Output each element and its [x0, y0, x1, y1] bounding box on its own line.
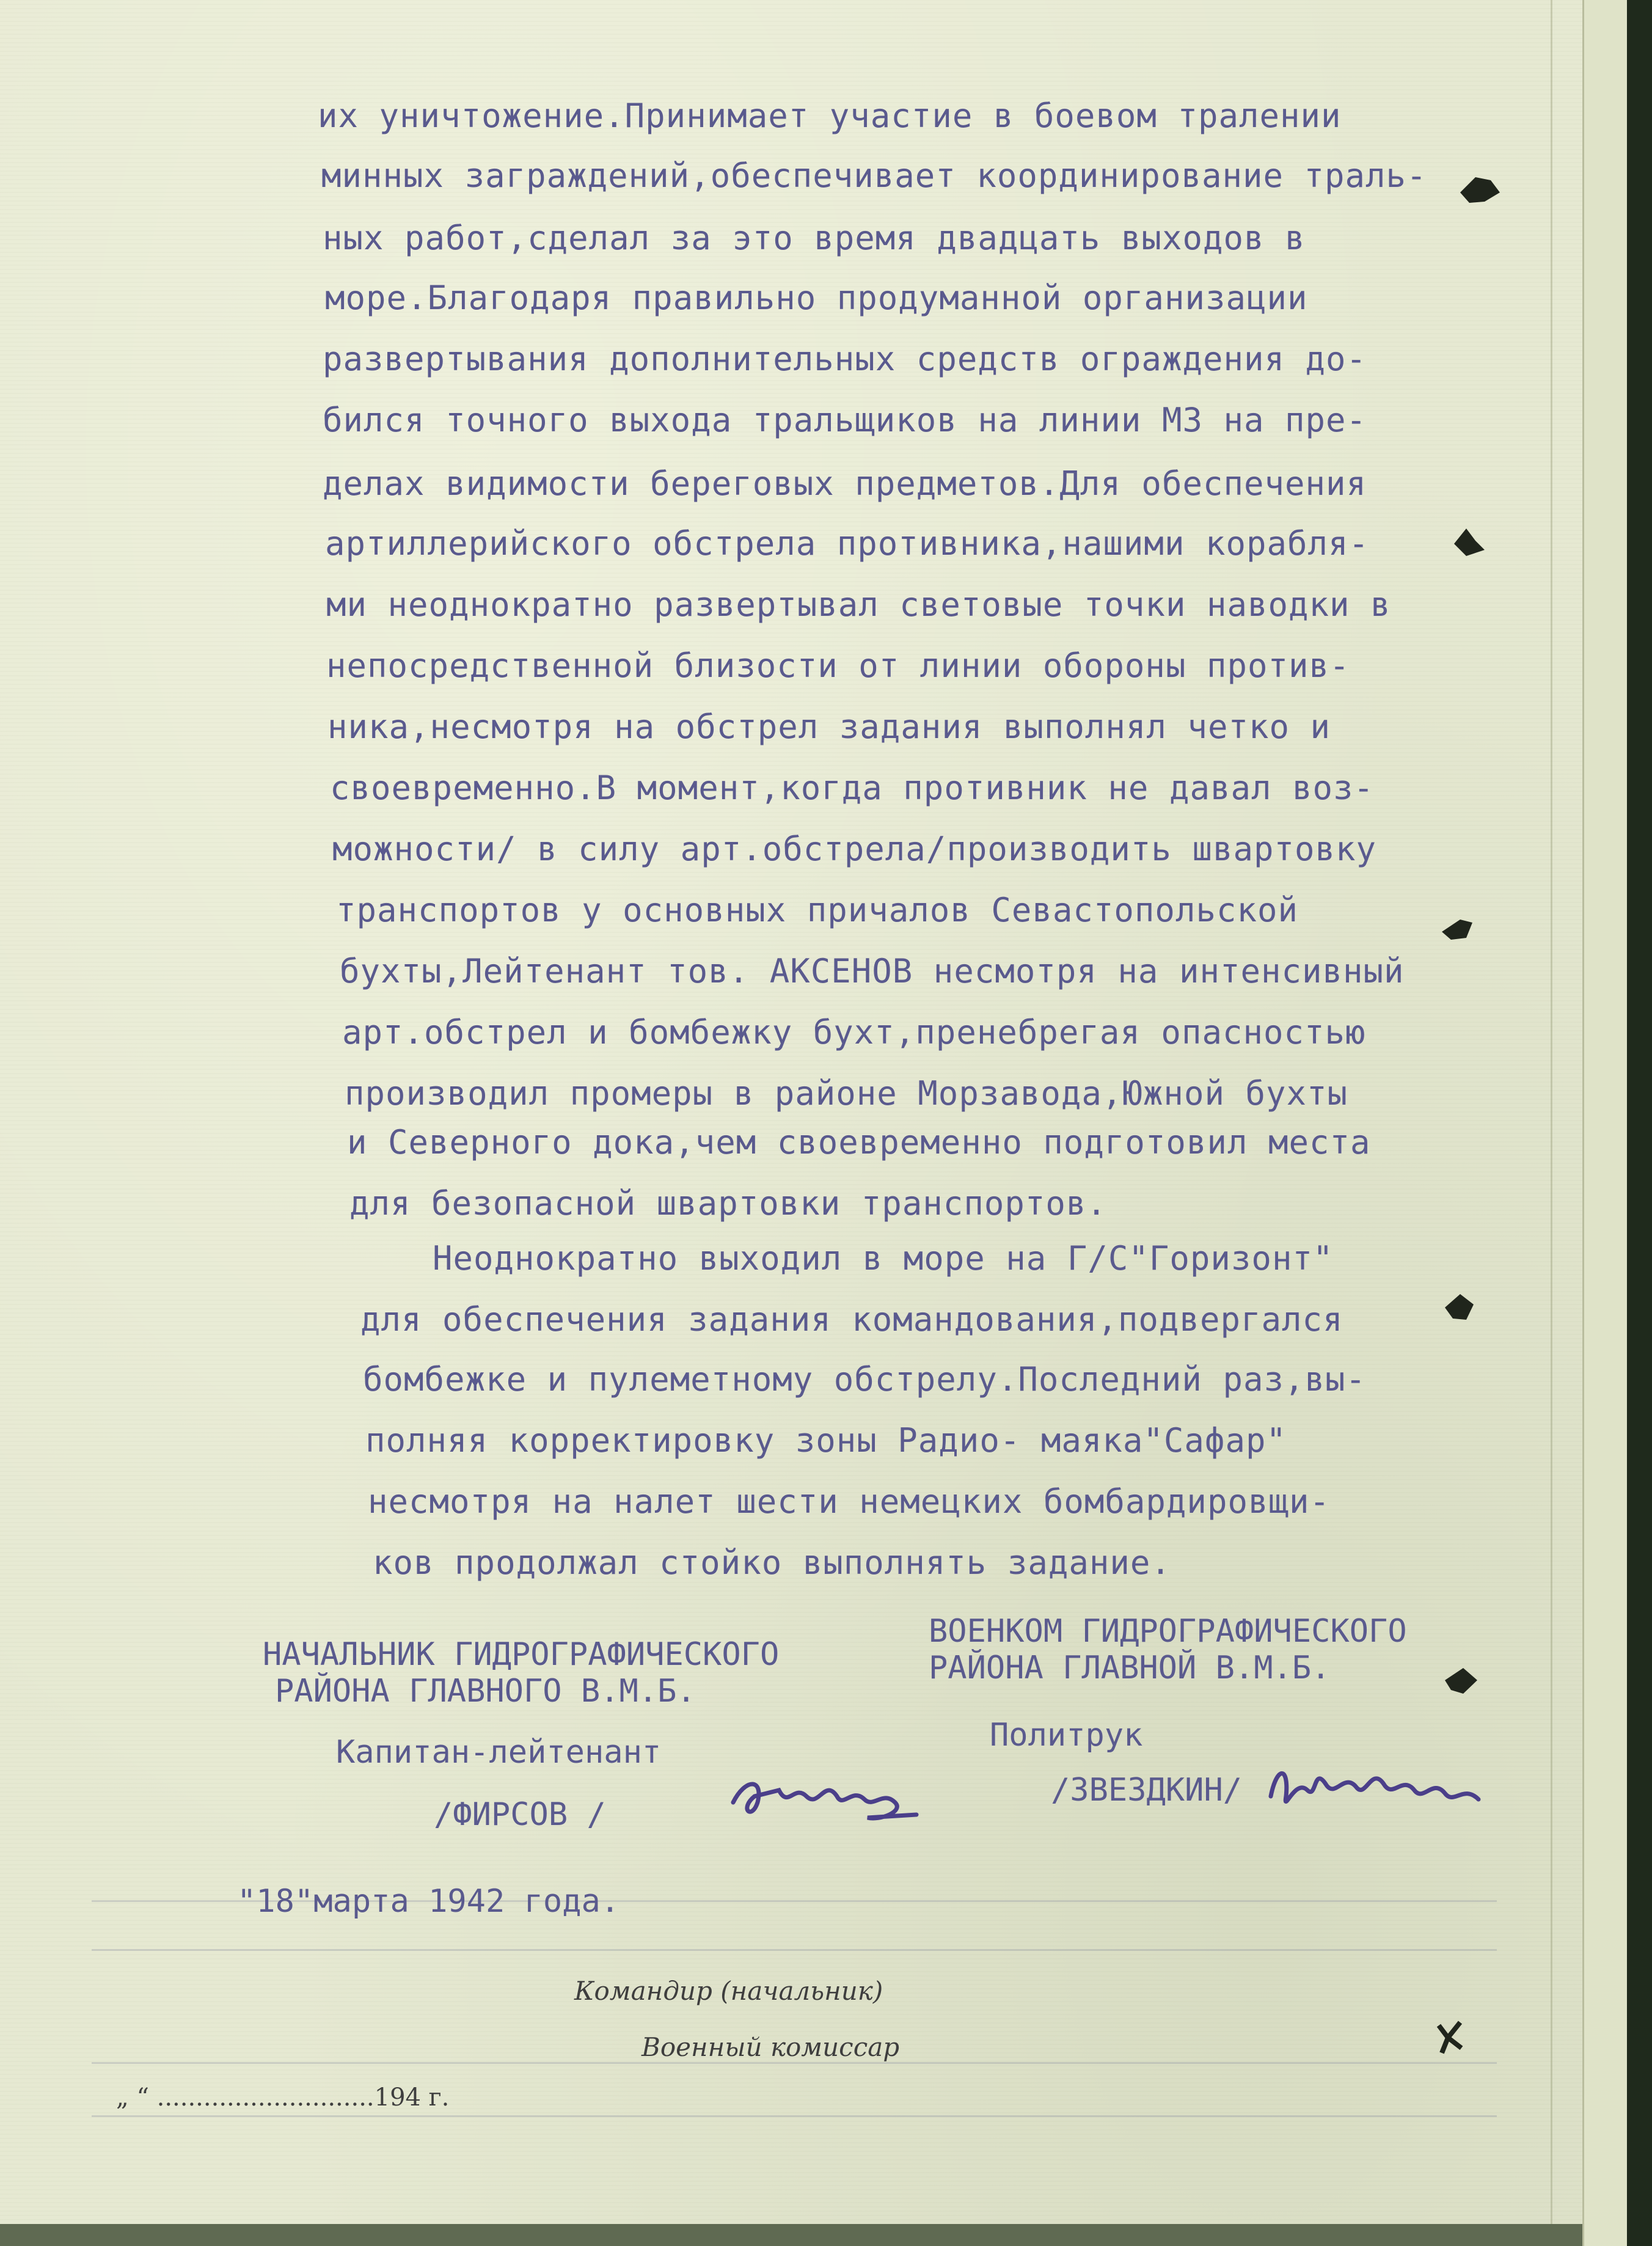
left-signatory-name: /ФИРСОВ /	[434, 1796, 606, 1833]
scan-border	[0, 2224, 1582, 2246]
body-line: ми неоднократно развертывал световые точки наводки в	[326, 585, 1391, 624]
form-date-template: „ “ ............................194 г.	[116, 2083, 450, 2112]
body-line: развертывания дополнительных средств ограждения до-	[323, 340, 1367, 378]
right-signatory-name: /ЗВЕЗДКИН/	[1051, 1772, 1243, 1809]
body-line: своевременно.В момент,когда противник не давал воз-	[330, 769, 1375, 807]
commissar-label: Военный комиссар	[641, 2032, 900, 2062]
body-line: море.Благодаря правильно продуманной организации	[325, 279, 1308, 317]
body-line: и Северного дока,чем своевременно подготовил места	[347, 1123, 1371, 1161]
body-line: ных работ,сделал за это время двадцать выходов в	[323, 219, 1306, 257]
body-line: непосредственной близости от линии обороны против-	[326, 646, 1350, 685]
body-line: бомбежке и пулеметному обстрелу.Последний раз,вы-	[363, 1360, 1367, 1399]
body-line: для обеспечения задания командования,подвергался	[360, 1300, 1343, 1339]
body-line: их уничтожение.Принимает участие в боевом тралении	[318, 97, 1342, 135]
right-signatory-title-1: ВОЕНКОМ ГИДРОГРАФИЧЕСКОГО	[929, 1613, 1407, 1650]
right-signatory-title-2: РАЙОНА ГЛАВНОЙ В.М.Б.	[929, 1650, 1331, 1686]
body-line: арт.обстрел и бомбежку бухт,пренебрегая опасностью	[342, 1013, 1366, 1052]
body-line: бился точного выхода тральщиков на линии МЗ на пре-	[323, 401, 1367, 439]
handwritten-signature-icon	[721, 1754, 929, 1839]
body-line: ника,несмотря на обстрел задания выполнял четко и	[327, 708, 1331, 746]
body-line: артиллерийского обстрела противника,нашими корабля-	[325, 524, 1370, 563]
body-line: бухты,Лейтенант тов. АКСЕНОВ несмотря на интенсивный	[340, 952, 1405, 990]
body-line: для безопасной швартовки транспортов.	[349, 1184, 1107, 1223]
handwritten-signature-icon	[1259, 1741, 1491, 1839]
body-line: производил промеры в районе Морзавода,Южной бухты	[345, 1074, 1348, 1113]
body-line: Неоднократно выходил в море на Г/С"Горизонт"	[433, 1239, 1334, 1278]
body-line: несмотря на налет шести немецких бомбардировщи-	[368, 1482, 1331, 1521]
adjacent-page-edge	[1582, 0, 1627, 2246]
body-line: делах видимости береговых предметов.Для обеспечения	[323, 464, 1367, 503]
commander-label: Командир (начальник)	[574, 1976, 883, 2006]
left-signatory-title-1: НАЧАЛЬНИК ГИДРОГРАФИЧЕСКОГО	[263, 1636, 780, 1673]
body-line: ков продолжал стойко выполнять задание.	[373, 1543, 1171, 1582]
body-line: можности/ в силу арт.обстрела/производить швартовку	[332, 830, 1377, 868]
right-signatory-rank: Политрук	[990, 1717, 1143, 1754]
signing-date: "18"марта 1942 года.	[237, 1883, 620, 1920]
body-line: минных заграждений,обеспечивает координирование траль-	[321, 156, 1427, 195]
body-line: полняя корректировку зоны Радио- маяка"Сафар"	[365, 1421, 1287, 1460]
left-signatory-title-2: РАЙОНА ГЛАВНОГО В.М.Б.	[275, 1673, 696, 1710]
left-signatory-rank: Капитан-лейтенант	[336, 1734, 662, 1771]
body-line: транспортов у основных причалов Севастопольской	[336, 891, 1299, 929]
